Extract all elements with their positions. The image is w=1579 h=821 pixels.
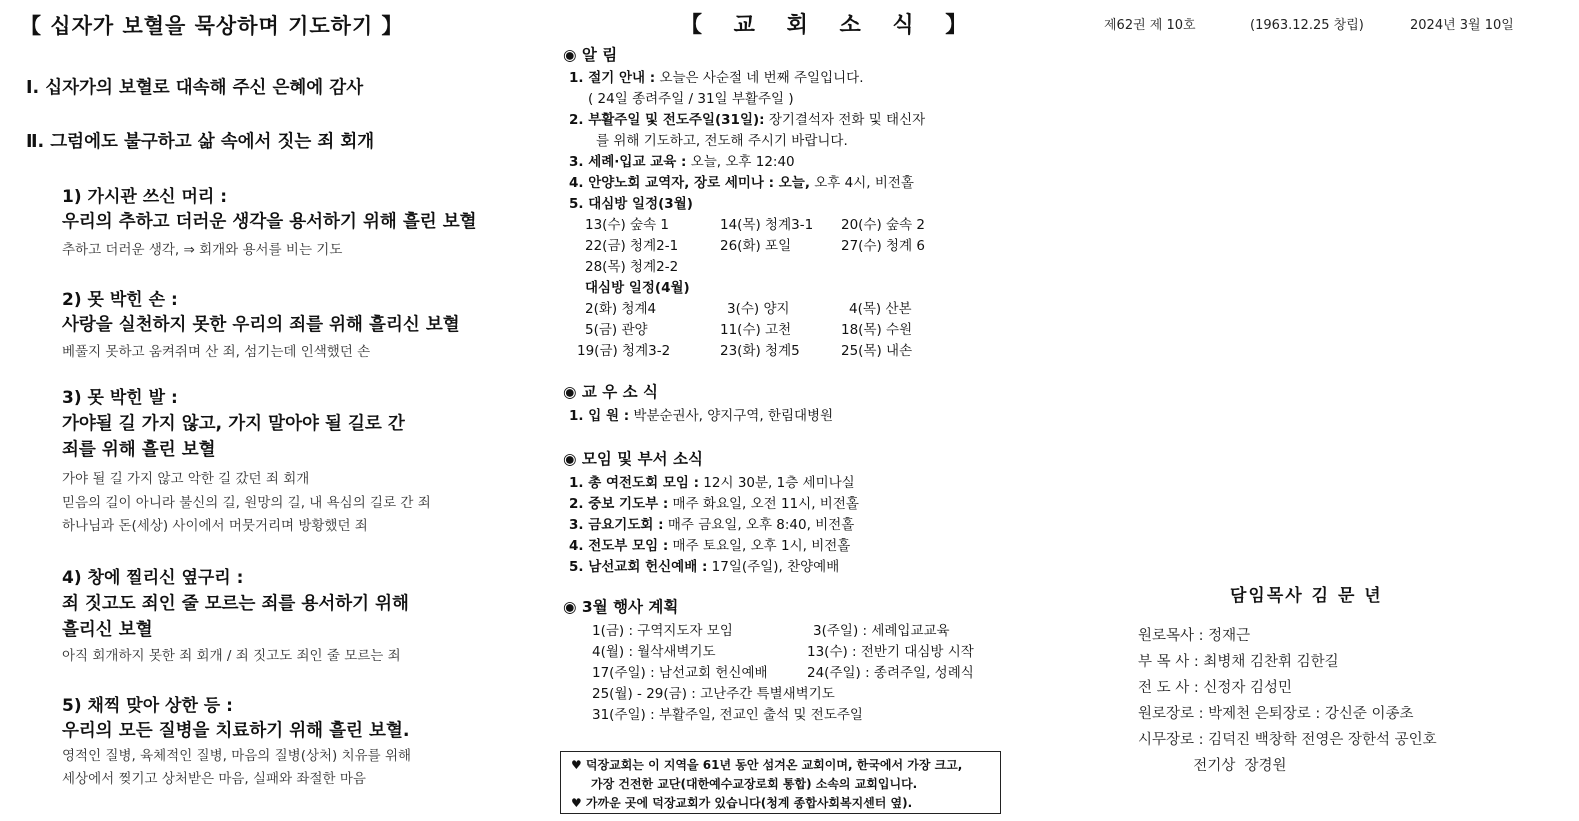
intro-line: ♥ 덕장교회는 이 지역을 61년 동안 섬겨온 교회이며, 한국에서 가장 크고, [571, 758, 963, 772]
staff-line: 부 목 사 : 최병채 김찬휘 김한길 [1138, 654, 1339, 670]
group-news-2 [569, 492, 859, 512]
section-heading-1: Ⅰ. 십자가의 보혈로 대속해 주신 은혜에 감사 [26, 78, 364, 98]
visit-entry: 22(금) 청계2-1 [585, 238, 679, 254]
visit-entry: 27(수) 청계 6 [841, 238, 926, 254]
prayer-item-head: 5) 채찍 맞아 상한 등 : [62, 696, 233, 716]
group-news-3 [569, 513, 854, 533]
event-entry: 25(월) - 29(금) : 고난주간 특별새벽기도 [592, 686, 835, 702]
notice-2 [569, 108, 925, 128]
intro-line: ♥ 가까운 곳에 덕장교회가 있습니다(청계 종합사회복지센터 옆). [571, 796, 913, 810]
prayer-item-head: 1) 가시관 쓰신 머리 : [62, 187, 228, 207]
event-entry: 4(월) : 월삭새벽기도 [592, 644, 716, 660]
visit-entry: 26(화) 포일 [720, 238, 792, 254]
prayer-item-desc: 영적인 질병, 육체적인 질병, 마음의 질병(상처) 치유를 위해 [62, 748, 412, 764]
visit-entry: 19(금) 청계3-2 [577, 343, 671, 359]
group-news-text: 매주 토요일, 오후 1시, 비전홀 [668, 538, 851, 554]
staff-line: 원로목사 : 정재근 [1138, 628, 1251, 644]
member-news-label: 1. 입 원 : [569, 408, 630, 424]
notice-4 [569, 171, 914, 191]
notice-text: 오늘, 오후 12:40 [686, 154, 795, 170]
visit-entry: 14(목) 청계3-1 [720, 217, 814, 233]
members-header: ◉ 교 우 소 식 [563, 383, 659, 401]
event-entry: 17(주일) : 남선교회 헌신예배 [592, 665, 768, 681]
group-news-text: 매주 금요일, 오후 8:40, 비전홀 [663, 517, 855, 533]
prayer-item-head: 2) 못 박힌 손 : [62, 290, 178, 310]
event-entry: 1(금) : 구역지도자 모임 [592, 623, 733, 639]
visit-entry: 28(목) 청계2-2 [585, 259, 679, 275]
notice-text: 오늘은 사순절 네 번째 주일입니다. [655, 70, 864, 86]
prayer-item-desc: 아직 회개하지 못한 죄 회개 / 죄 짓고도 죄인 줄 모르는 죄 [62, 648, 401, 664]
volume-number: 제62권 제 10호 [1104, 18, 1196, 33]
senior-pastor: 담임목사 김 문 년 [1230, 586, 1383, 606]
group-news-label: 4. 전도부 모임 : [569, 538, 669, 554]
prayer-item-desc: 세상에서 찢기고 상처받은 마음, 실패와 좌절한 마음 [62, 771, 366, 787]
prayer-item-subtitle: 우리의 모든 질병을 치료하기 위해 흘린 보혈. [62, 721, 410, 741]
group-news-text: 17일(주일), 찬양예배 [707, 559, 840, 575]
group-news-text: 매주 화요일, 오전 11시, 비전홀 [668, 496, 859, 512]
notice-1 [569, 66, 864, 86]
group-news-label: 1. 총 여전도회 모임 : [569, 475, 700, 491]
event-entry: 31(주일) : 부활주일, 전교인 출석 및 전도주일 [592, 707, 863, 723]
notice-label: 5. 대심방 일정(3월) [569, 196, 693, 212]
visit-entry: 5(금) 관양 [585, 322, 648, 338]
meditation-title: 【 십자가 보혈을 묵상하며 기도하기 】 [20, 14, 404, 38]
notice-2-sub: 를 위해 기도하고, 전도해 주시기 바랍니다. [596, 133, 848, 149]
section-heading-2: Ⅱ. 그럼에도 불구하고 삶 속에서 짓는 죄 회개 [26, 132, 375, 152]
visit-entry: 18(목) 수원 [841, 322, 913, 338]
prayer-item-subtitle: 가야될 길 가지 않고, 가지 말아야 될 길로 간 [62, 414, 405, 434]
notice-label: 3. 세례·입교 교육 : [569, 154, 687, 170]
issue-date: 2024년 3월 10일 [1410, 18, 1514, 33]
notice-label: 4. 안양노회 교역자, 장로 세미나 : 오늘, [569, 175, 810, 191]
group-news-label: 3. 금요기도회 : [569, 517, 664, 533]
prayer-item-desc: 베풀지 못하고 움켜쥐며 산 죄, 섬기는데 인색했던 손 [62, 344, 371, 360]
church-intro-box [560, 751, 1001, 814]
visit-entry: 3(수) 양지 [727, 301, 790, 317]
notice-label: 2. 부활주일 및 전도주일(31일): [569, 112, 765, 128]
visit-entry: 20(수) 숲속 2 [841, 217, 926, 233]
prayer-item-subtitle: 죄를 위해 흘린 보혈 [62, 440, 216, 460]
church-news-title: 【 교 회 소 식 】 [680, 13, 980, 38]
event-entry: 24(주일) : 종려주일, 성례식 [807, 665, 974, 681]
prayer-item-desc: 가야 될 길 가지 않고 악한 길 갔던 죄 회개 [62, 471, 310, 487]
notice-3 [569, 150, 795, 170]
prayer-item-desc: 추하고 더러운 생각, ⇒ 회개와 용서를 비는 기도 [62, 242, 343, 258]
member-news-text: 박분순권사, 양지구역, 한림대병원 [629, 408, 834, 424]
group-news-5 [569, 555, 839, 575]
visit-entry: 4(목) 산본 [849, 301, 912, 317]
notice-text: 장기결석자 전화 및 태신자 [764, 112, 926, 128]
visit-entry: 2(화) 청계4 [585, 301, 657, 317]
groups-header: ◉ 모임 및 부서 소식 [563, 450, 703, 468]
intro-line: 가장 건전한 교단(대한예수교장로회 통합) 소속의 교회입니다. [591, 777, 918, 791]
staff-line: 전기상 장경원 [1138, 758, 1287, 774]
prayer-item-head: 3) 못 박힌 발 : [62, 388, 178, 408]
notice-5 [569, 192, 693, 212]
notice-1-sub: ( 24일 종려주일 / 31일 부활주일 ) [588, 91, 794, 107]
event-entry: 13(수) : 전반기 대심방 시작 [807, 644, 974, 660]
visit-entry: 23(화) 청계5 [720, 343, 800, 359]
event-entry: 3(주일) : 세례입교교육 [813, 623, 950, 639]
prayer-item-subtitle: 흘리신 보혈 [62, 620, 153, 640]
group-news-1 [569, 471, 855, 491]
member-news-1 [569, 404, 833, 424]
group-news-4 [569, 534, 850, 554]
prayer-item-desc: 하나님과 돈(세상) 사이에서 머뭇거리며 방황했던 죄 [62, 518, 368, 534]
staff-line: 시무장로 : 김덕진 백창학 전영은 장한석 공인호 [1138, 732, 1437, 748]
notice-text: 오후 4시, 비전홀 [809, 175, 914, 191]
staff-line: 전 도 사 : 신정자 김성민 [1138, 680, 1292, 696]
april-visits-label: 대심방 일정(4월) [585, 280, 690, 296]
staff-line: 원로장로 : 박제천 은퇴장로 : 강신준 이종초 [1138, 706, 1414, 722]
prayer-item-subtitle: 우리의 추하고 더러운 생각을 용서하기 위해 흘린 보혈 [62, 212, 477, 232]
visit-entry: 11(수) 고천 [720, 322, 792, 338]
notice-label: 1. 절기 안내 : [569, 70, 656, 86]
notices-header: ◉ 알 림 [563, 46, 618, 64]
group-news-text: 12시 30분, 1층 세미나실 [699, 475, 855, 491]
prayer-item-head: 4) 창에 찔리신 옆구리 : [62, 568, 244, 588]
prayer-item-subtitle: 죄 짓고도 죄인 줄 모르는 죄를 용서하기 위해 [62, 594, 409, 614]
group-news-label: 5. 남선교회 헌신예배 : [569, 559, 708, 575]
founded-date: (1963.12.25 창립) [1250, 18, 1364, 33]
prayer-item-subtitle: 사랑을 실천하지 못한 우리의 죄를 위해 흘리신 보혈 [62, 315, 460, 335]
prayer-item-desc: 믿음의 길이 아니라 불신의 길, 원망의 길, 내 욕심의 길로 간 죄 [62, 495, 431, 511]
group-news-label: 2. 중보 기도부 : [569, 496, 669, 512]
visit-entry: 13(수) 숲속 1 [585, 217, 670, 233]
visit-entry: 25(목) 내손 [841, 343, 913, 359]
events-header: ◉ 3월 행사 계획 [563, 598, 679, 616]
